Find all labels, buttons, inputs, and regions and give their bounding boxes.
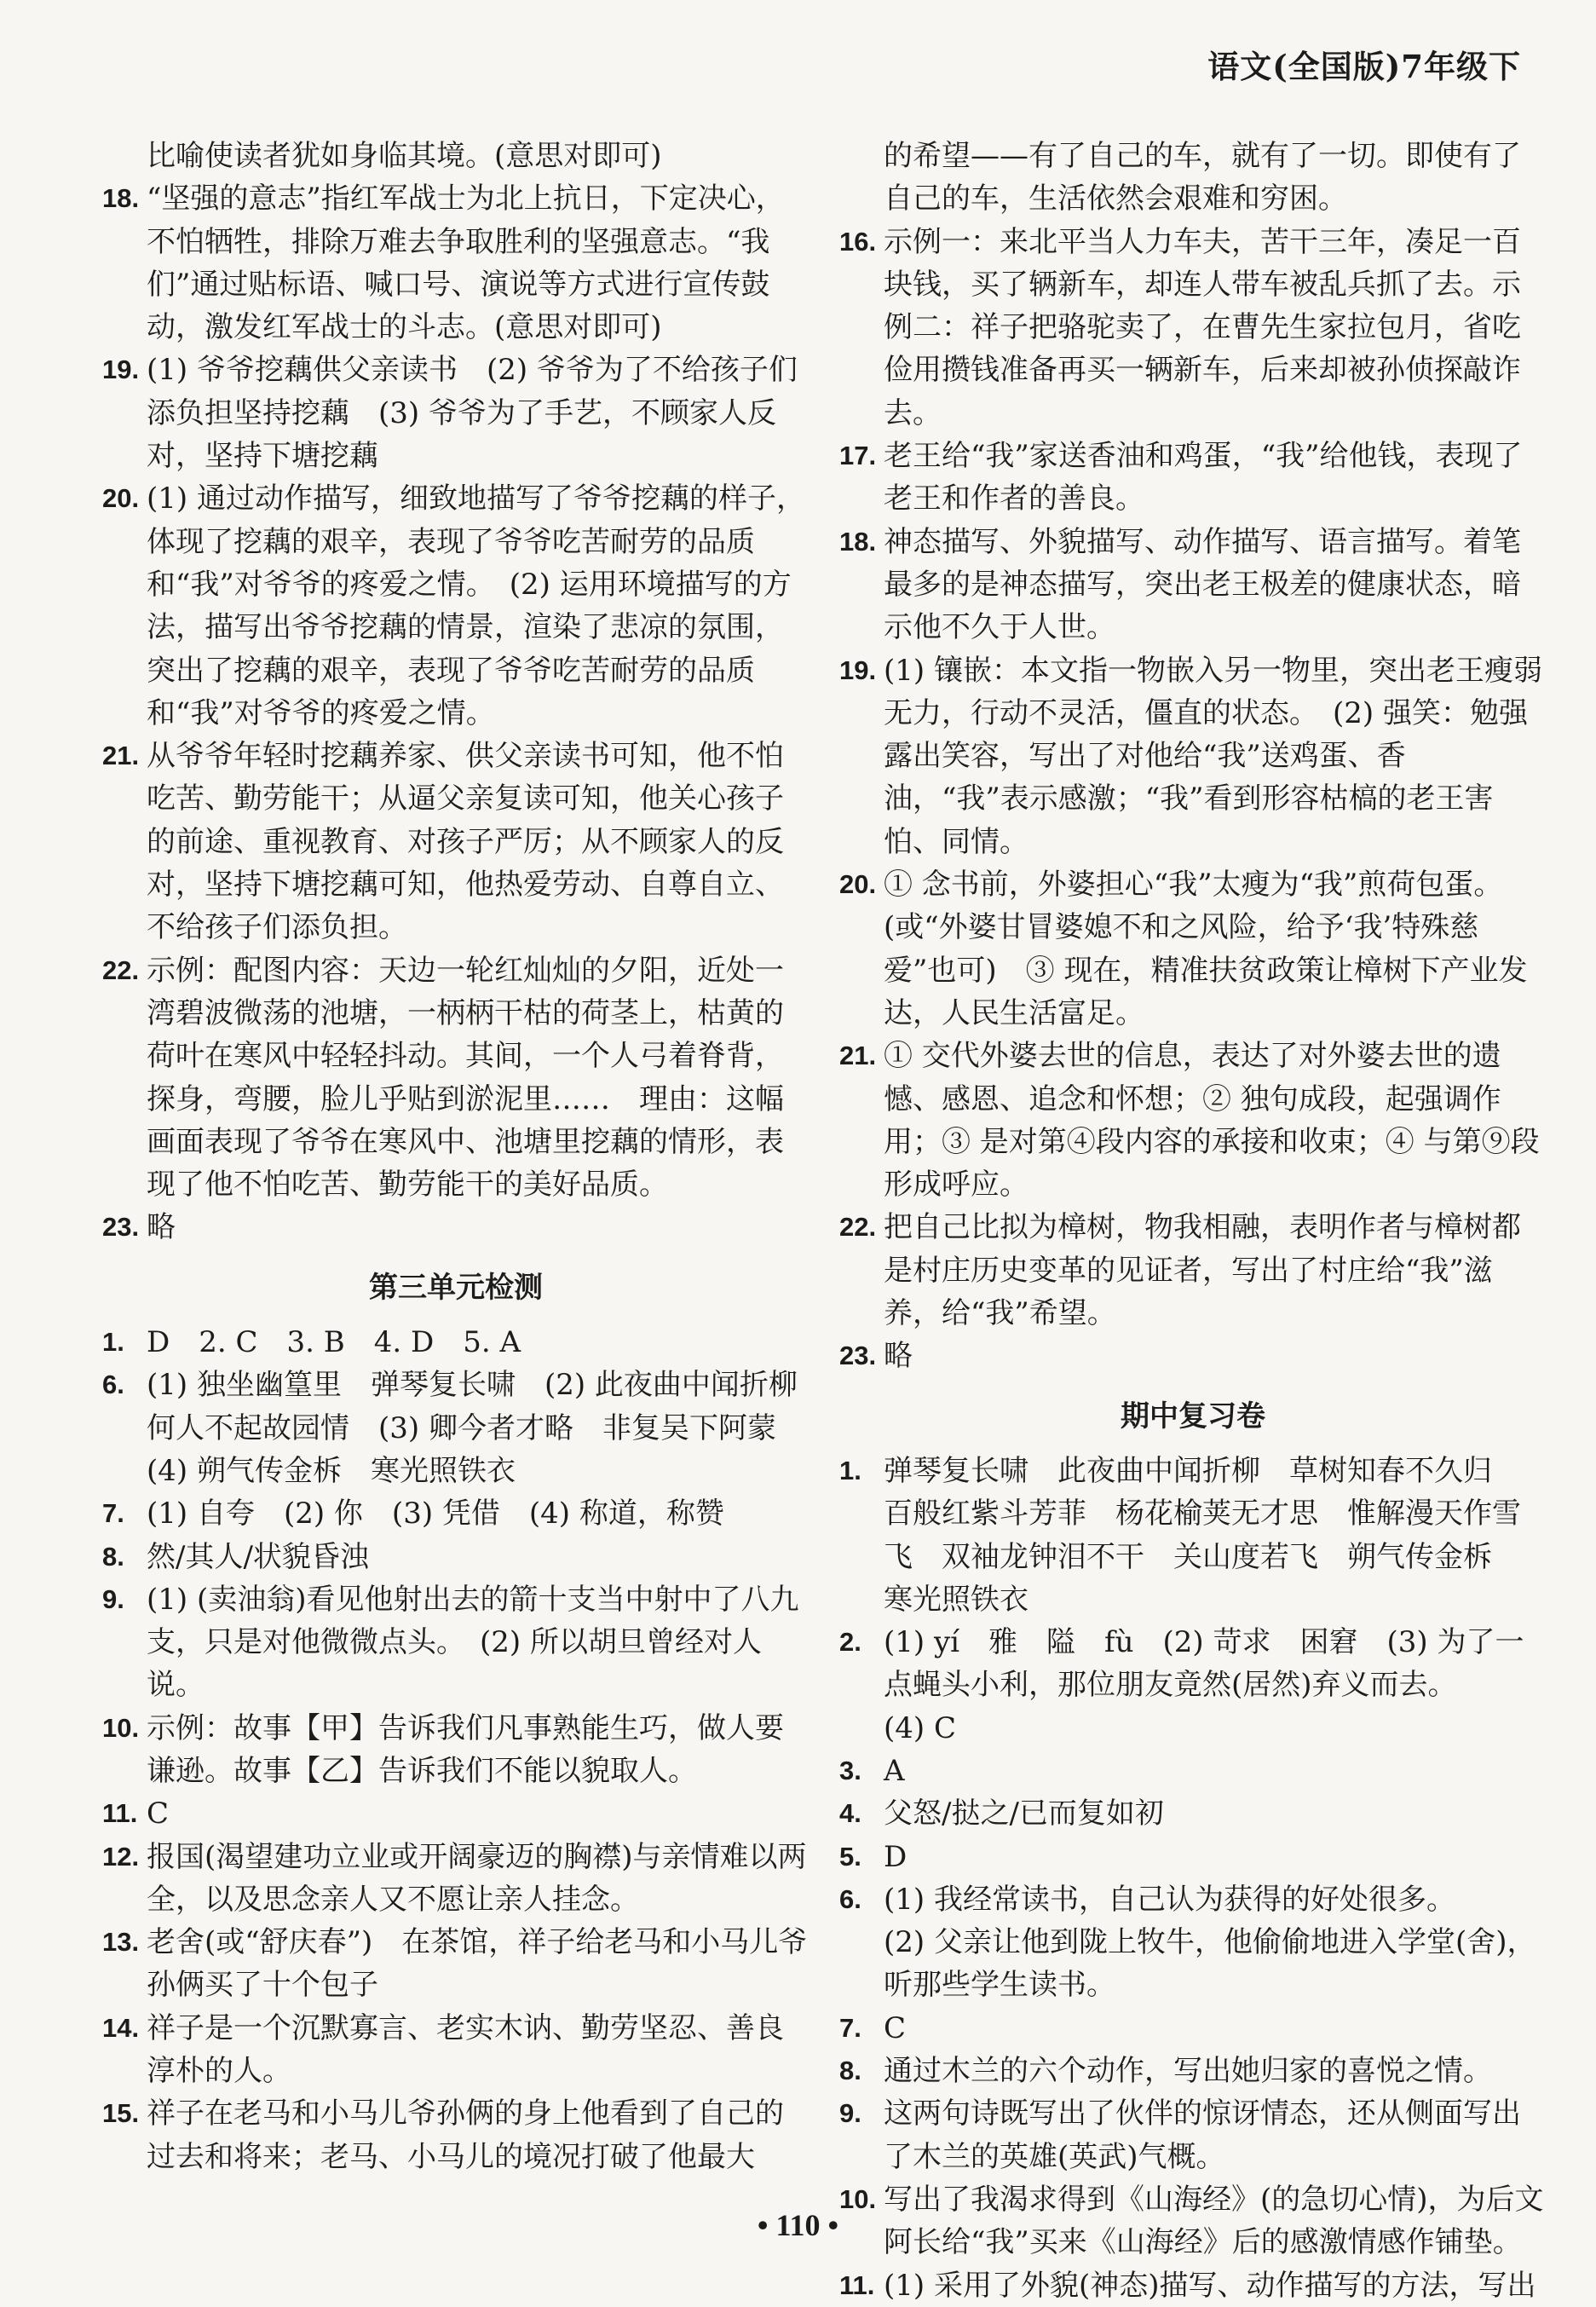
answer-item	[839, 1335, 1547, 1377]
right-column	[839, 135, 1547, 2307]
answer-item	[102, 1536, 810, 1578]
answer-number: 1.	[839, 1455, 861, 1485]
answer-text: 示例：故事【甲】告诉我们凡事熟能生巧，做人要谦逊。故事【乙】告诉我们不能以貌取人。	[147, 1710, 784, 1788]
answer-text: 从爷爷年轻时挖藕养家、供父亲读书可知，他不怕吃苦、勤劳能干；从逼父亲复读可知，他关心孩子的前途、重视教育、对孩子严厉；从不顾家人的反对，坚持下塘挖藕可知，他热爱劳动、自尊自立、不给孩子们添负担。	[147, 739, 784, 945]
answer-number: 12.	[102, 1841, 140, 1872]
answer-number: 19.	[102, 355, 140, 385]
answer-number: 17.	[839, 441, 877, 471]
left-column	[102, 135, 827, 2178]
answer-item	[839, 221, 1547, 435]
answer-item	[839, 521, 1547, 649]
answer-item	[839, 1878, 1547, 1921]
answer-item	[102, 2007, 810, 2093]
section-title: 期中复习卷	[1121, 1399, 1265, 1433]
answer-number: 6.	[839, 1883, 861, 1914]
answer-item	[102, 1836, 810, 1922]
section-title: 第三单元检测	[369, 1270, 543, 1305]
answer-number: 11.	[102, 1798, 138, 1829]
answer-text: (1) yí 雅 隘 fù (2) 苛求 困窘 (3) 为了一点蝇头小利，那位朋友竟然(居然)弃义而去。	[884, 1625, 1524, 1703]
answer-number: 20.	[102, 483, 140, 514]
answer-item	[839, 1707, 1547, 1750]
answer-item	[839, 2007, 1547, 2050]
answer-text: D 2. C 3. B 4. D 5. A	[147, 1325, 521, 1360]
answer-text: 然/其人/状貌昏浊	[147, 1539, 369, 1574]
continuation-text: 的希望——有了自己的车，就有了一切。即使有了自己的车，生活依然会艰难和穷困。	[884, 139, 1521, 216]
answer-number: 4.	[839, 1798, 861, 1829]
continuation-text: 比喻使读者犹如身临其境。(意思对即可)	[147, 139, 662, 173]
answer-text: (1) 爷爷挖藕供父亲读书 (2) 爷爷为了不给孩子们添负担坚持挖藕 (3) 爷爷为了手艺，不顾家人反对，坚持下塘挖藕	[147, 353, 798, 474]
answer-text: (1) 采用了外貌(神态)描写、动作描写的方法，写出	[884, 2268, 1536, 2303]
answer-list	[102, 1321, 827, 2178]
answer-item	[839, 1836, 1547, 1878]
answer-text: 老舍(或“舒庆春”) 在茶馆，祥子给老马和小马儿爷孙俩买了十个包子	[147, 1925, 808, 2003]
answer-item	[839, 2050, 1547, 2092]
answer-text: 通过木兰的六个动作，写出她归家的喜悦之情。	[884, 2054, 1492, 2089]
answer-number: 15.	[102, 2098, 140, 2129]
answer-number: 19.	[839, 655, 877, 685]
answer-number: 20.	[839, 869, 877, 900]
answer-item	[839, 649, 1547, 863]
answer-number: 13.	[102, 1927, 140, 1958]
answer-item	[839, 1621, 1547, 1707]
answer-number: 9.	[102, 1583, 124, 1614]
answer-text: 祥子在老马和小马儿爷孙俩的身上他看到了自己的过去和将来；老马、小马儿的境况打破了他最大	[147, 2096, 784, 2174]
answer-text: 示例：配图内容：天边一轮红灿灿的夕阳，近处一湾碧波微荡的池塘，一柄柄干枯的荷茎上，枯黄的荷叶在寒风中轻轻抖动。其间，一个人弓着脊背，探身，弯腰，脸儿乎贴到淤泥里…… 理由：这幅画面表现了爷爷在寒风中、池塘里挖藕的情形，表现了他不怕吃苦、勤劳能干的美好品质。	[147, 953, 784, 1203]
answer-item	[102, 1321, 810, 1364]
answer-item	[839, 863, 1547, 1035]
answer-text: 略	[884, 1339, 913, 1374]
answer-text: C	[884, 2010, 907, 2045]
answer-number: 2.	[839, 1627, 861, 1658]
answer-number: 10.	[102, 1712, 140, 1743]
answer-list	[102, 177, 810, 1249]
answer-item	[102, 1364, 827, 1492]
answer-number: 22.	[102, 955, 140, 985]
answer-text: 老王给“我”家送香油和鸡蛋，“我”给他钱，表现了老王和作者的善良。	[884, 439, 1523, 516]
answer-number: 16.	[839, 226, 877, 257]
answer-number: 3.	[839, 1755, 861, 1785]
answer-number: 22.	[839, 1212, 877, 1243]
answer-text: 父怒/挞之/已而复如初	[884, 1797, 1164, 1831]
answer-text: D	[884, 1839, 907, 1874]
answer-item	[102, 349, 810, 477]
answer-item	[102, 1792, 810, 1835]
answer-item	[839, 2264, 1547, 2307]
answer-number: 21.	[839, 1041, 877, 1071]
answer-text: 这两句诗既写出了伙伴的惊讶情态，还从侧面写出了木兰的英雄(英武)气概。	[884, 2096, 1521, 2174]
answer-item	[839, 1206, 1547, 1335]
answer-item	[839, 1750, 1547, 1792]
answer-text: 写出了我渴求得到《山海经》(的急切心情)，为后文阿长给“我”买来《山海经》后的感激情感作铺垫。	[884, 2182, 1544, 2260]
answer-text: C	[147, 1797, 170, 1831]
answer-item	[102, 1492, 810, 1535]
answer-number: 21.	[102, 741, 140, 771]
answer-text: A	[884, 1753, 905, 1788]
answer-number: 10.	[839, 2183, 877, 2214]
page-number: • 110 •	[757, 2208, 839, 2242]
answer-list	[839, 1450, 1547, 2307]
answer-text: (1) 独坐幽篁里 弹琴复长啸 (2) 此夜曲中闻折柳 何人不起故园情 (3) 卿今者才略 非复吴下阿蒙 (4) 朔气传金柝 寒光照铁衣	[147, 1368, 827, 1488]
answer-text: 把自己比拟为樟树，物我相融，表明作者与樟树都是村庄历史变革的见证者，写出了村庄给“我”滋养，给“我”希望。	[884, 1210, 1521, 1331]
answer-text: “坚强的意志”指红军战士为北上抗日，下定决心，不怕牺牲，排除万难去争取胜利的坚强意志。“我们”通过贴标语、喊口号、演说等方式进行宣传鼓动，激发红军战士的斗志。(意思对即可)	[147, 182, 785, 345]
answer-item	[102, 2092, 810, 2178]
answer-item	[102, 949, 810, 1207]
answer-number: 18.	[102, 183, 140, 214]
book-header: 语文(全国版)7年级下	[1207, 48, 1521, 85]
answer-list	[839, 221, 1547, 1378]
answer-item	[839, 1792, 1547, 1835]
answer-item	[839, 2092, 1547, 2178]
answer-item	[102, 1578, 810, 1707]
answer-text: 祥子是一个沉默寡言、老实木讷、勤劳坚忍、善良淳朴的人。	[147, 2010, 784, 2089]
answer-item	[102, 177, 810, 349]
answer-item	[839, 1035, 1547, 1206]
answer-text: (1) 镶嵌：本文指一物嵌入另一物里，突出老王瘦弱无力，行动不灵活，僵直的状态。 (2) 强笑：勉强露出笑容，写出了对他给“我”送鸡蛋、香油，“我”表示感激；“我”看到形容枯槁的老王害怕、同情。	[884, 653, 1542, 859]
answer-number: 9.	[839, 2098, 861, 2129]
answer-text: 神态描写、外貌描写、动作描写、语言描写。着笔最多的是神态描写，突出老王极差的健康状态，暗示他不久于人世。	[884, 524, 1521, 645]
answer-number: 5.	[839, 1841, 861, 1872]
answer-item	[102, 1921, 810, 2007]
answer-text: (1) (卖油翁)看见他射出去的箭十支当中射中了八九支，只是对他微微点头。 (2) 所以胡旦曾经对人说。	[147, 1582, 799, 1703]
answer-number: 8.	[839, 2056, 861, 2086]
answer-number: 23.	[839, 1341, 877, 1371]
answer-text: (1) 自夸 (2) 你 (3) 凭借 (4) 称道，称赞	[147, 1497, 724, 1531]
answer-number: 7.	[102, 1498, 124, 1529]
answer-item	[839, 1921, 1547, 2007]
answer-number: 7.	[839, 2012, 861, 2043]
answer-text: (1) 我经常读书，自己认为获得的好处很多。	[884, 1882, 1455, 1917]
answer-text: 略	[147, 1210, 176, 1245]
answer-text: 示例一：来北平当人力车夫，苦干三年，凑足一百块钱，买了辆新车，却连人带车被乱兵抓了去。示例二：祥子把骆驼卖了，在曹先生家拉包月，省吃俭用攒钱准备再买一辆新车，后来却被孙侦探敲诈去。	[884, 224, 1521, 430]
answer-item	[102, 1707, 810, 1793]
answer-number: 8.	[102, 1541, 124, 1572]
answer-item	[102, 477, 810, 735]
answer-number: 18.	[839, 526, 877, 557]
answer-text: (4) C	[884, 1710, 956, 1745]
answer-text: 弹琴复长啸 此夜曲中闻折柳 草树知春不久归 百般红紫斗芳菲 杨花榆荚无才思 惟解漫天作雪飞 双袖龙钟泪不干 关山度若飞 朔气传金柝 寒光照铁衣	[884, 1453, 1521, 1617]
answer-item	[839, 435, 1547, 521]
answer-item	[102, 735, 810, 949]
answer-text: ① 念书前，外婆担心“我”太瘦为“我”煎荷包蛋。(或“外婆甘冒婆媳不和之风险，给予‘我’特殊慈爱”也可) ③ 现在，精准扶贫政策让樟树下产业发达，人民生活富足。	[884, 868, 1528, 1030]
answer-number: 6.	[102, 1370, 124, 1400]
answer-number: 11.	[839, 2270, 875, 2300]
answer-text: (2) 父亲让他到陇上牧牛，他偷偷地进入学堂(舍)，听那些学生读书。	[884, 1925, 1536, 2003]
answer-number: 14.	[102, 2012, 140, 2043]
answer-number: 23.	[102, 1212, 140, 1243]
answer-text: (1) 通过动作描写，细致地描写了爷爷挖藕的样子，体现了挖藕的艰辛，表现了爷爷吃苦耐劳的品质和“我”对爷爷的疼爱之情。 (2) 运用环境描写的方法，描写出爷爷挖藕的情景，渲染了悲凉的氛围，突出了挖藕的艰辛，表现了爷爷吃苦耐劳的品质和“我”对爷爷的疼爱之情。	[147, 482, 805, 730]
answer-item	[839, 1450, 1547, 1621]
answer-number: 1.	[102, 1327, 124, 1358]
answer-text: ① 交代外婆去世的信息，表达了对外婆去世的遗憾、感恩、追念和怀想；② 独句成段，起强调作用；③ 是对第④段内容的承接和收束；④ 与第⑨段形成呼应。	[884, 1039, 1540, 1203]
answer-item	[102, 1206, 810, 1249]
answer-text: 报国(渴望建功立业或开阔豪迈的胸襟)与亲情难以两全，以及思念亲人又不愿让亲人挂念。	[147, 1839, 807, 1917]
